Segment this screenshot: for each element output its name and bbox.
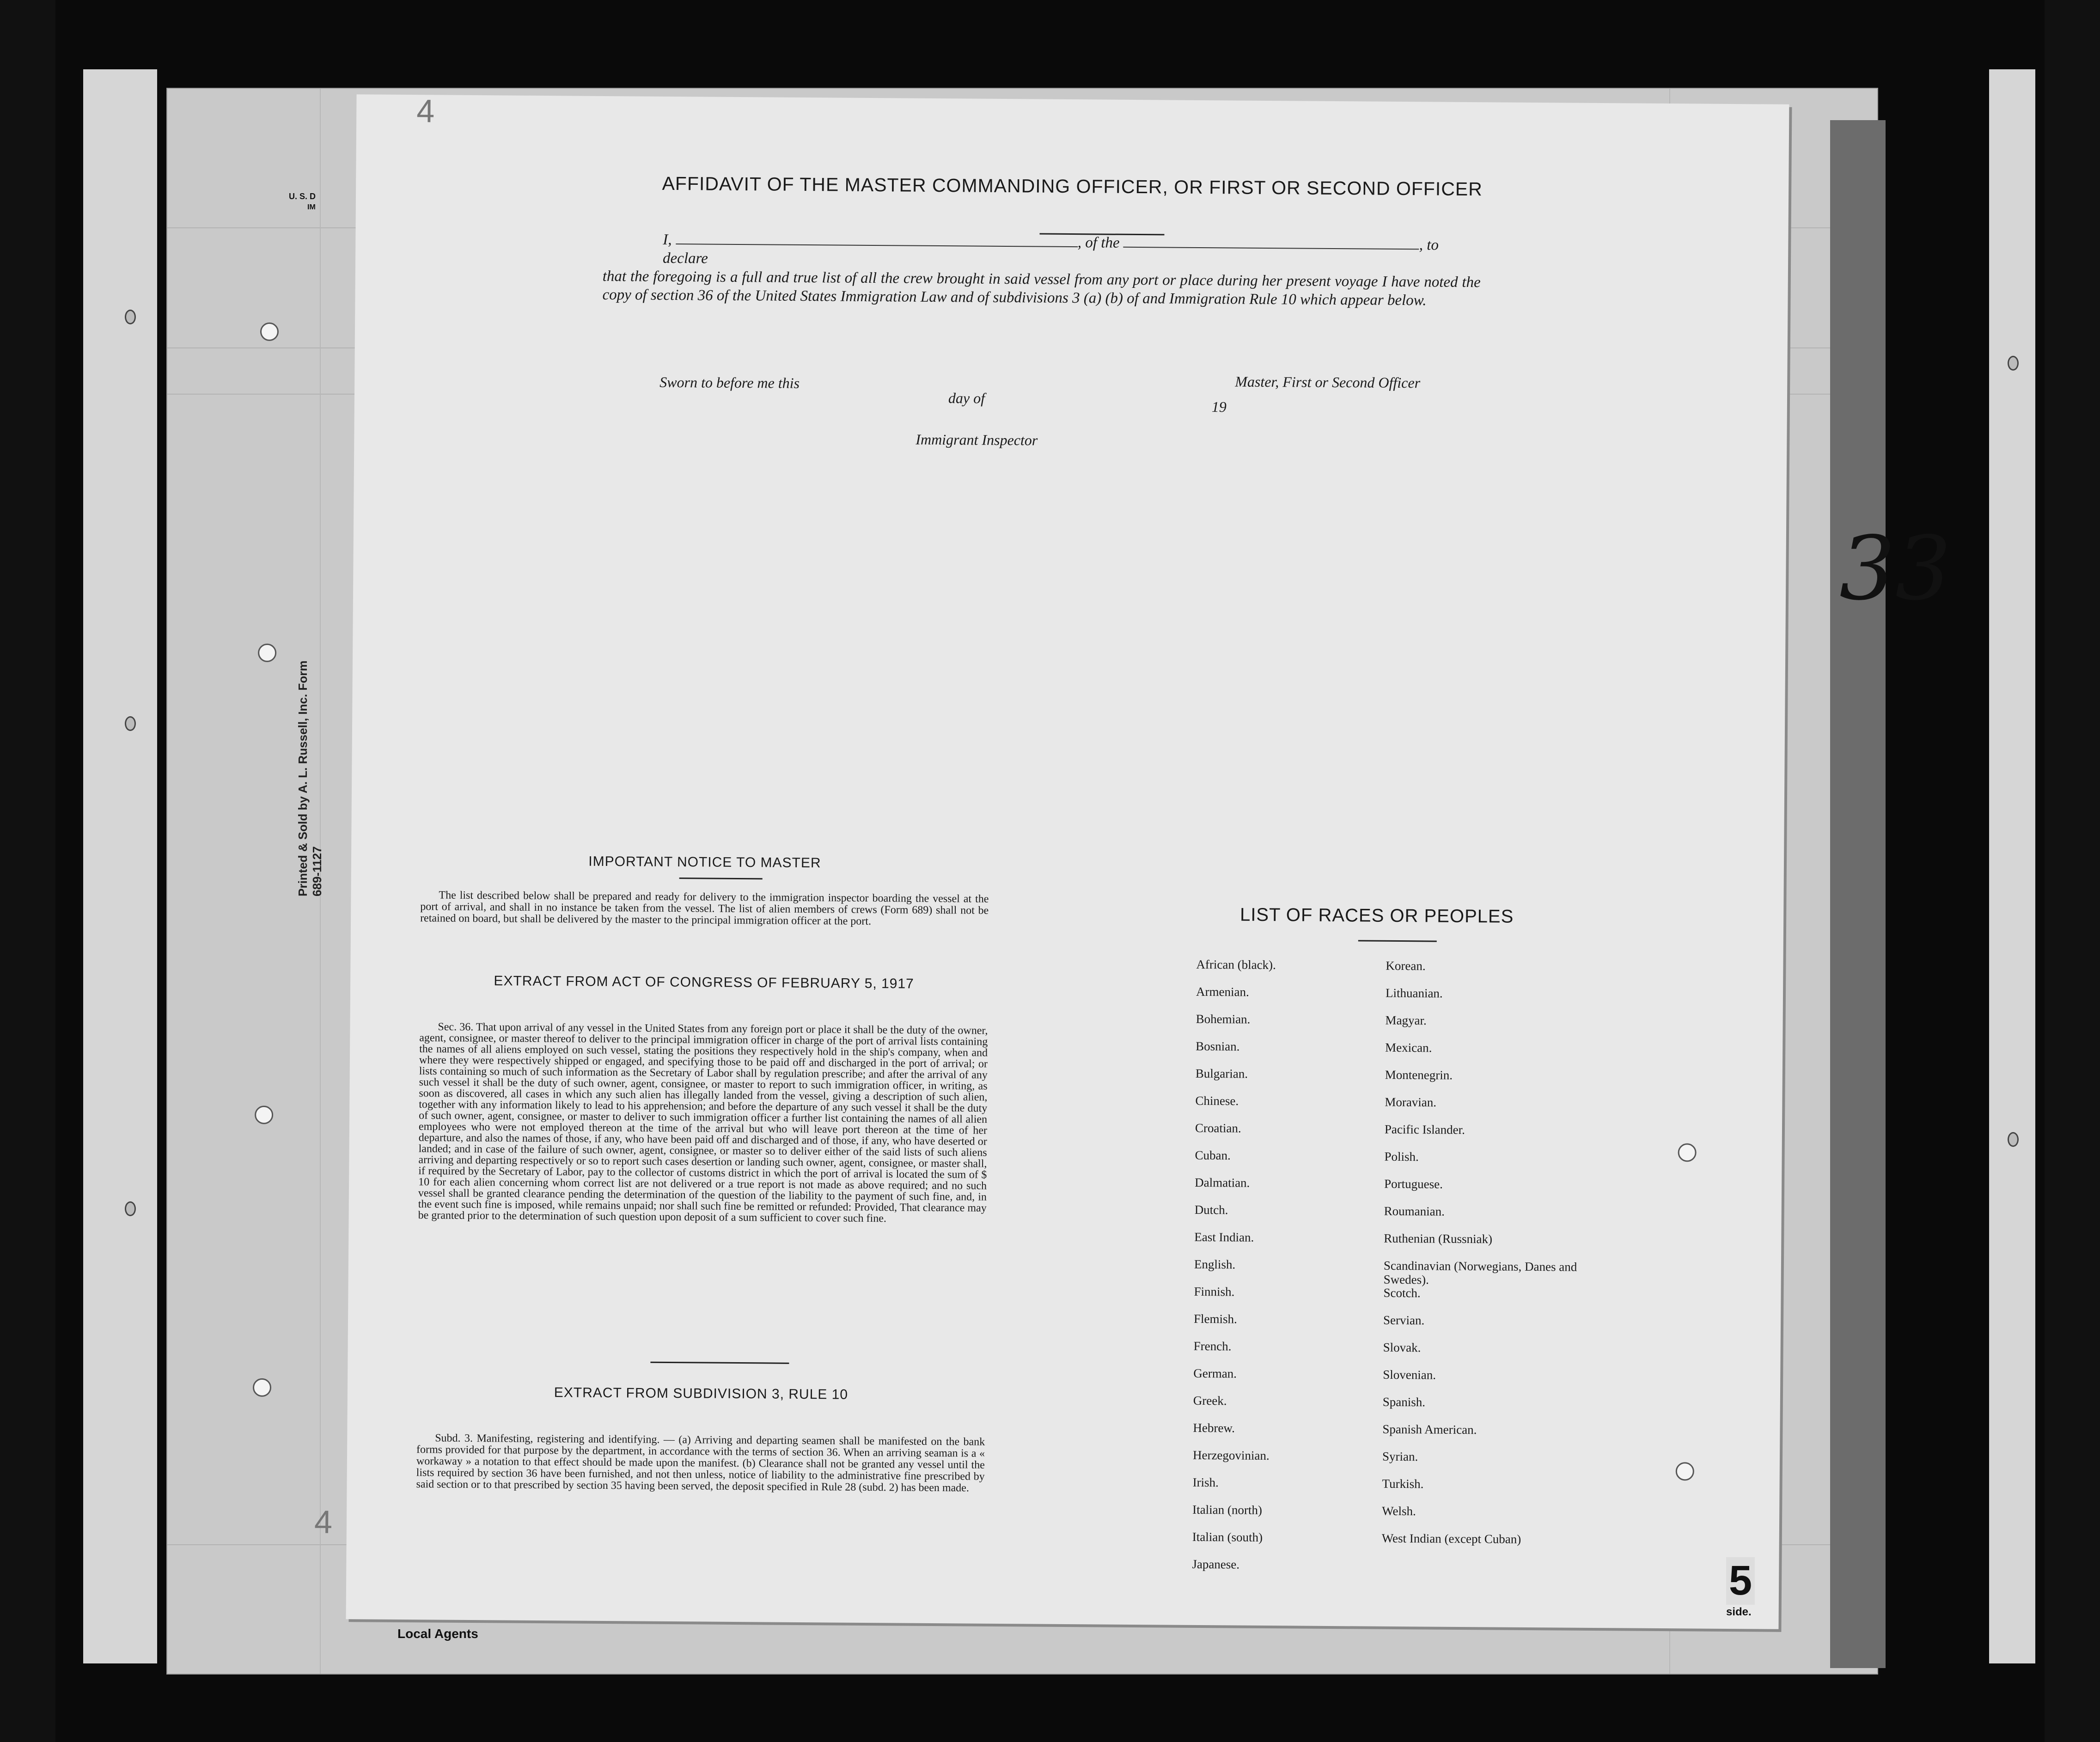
sheet-shadow <box>1830 120 1886 1668</box>
race-item: Croatian. <box>1195 1121 1241 1135</box>
race-item: Dutch. <box>1194 1202 1228 1217</box>
punch-hole <box>2008 356 2019 371</box>
race-item: Irish. <box>1192 1475 1219 1490</box>
affidavit-body <box>602 230 1481 310</box>
race-item: Flemish. <box>1193 1311 1237 1326</box>
handwritten-number: 33 <box>1839 518 1951 620</box>
race-item: Lithuanian. <box>1385 986 1443 1000</box>
affidavit-card <box>314 93 1789 1629</box>
punch-hole <box>258 644 276 662</box>
race-item: Cuban. <box>1195 1148 1231 1163</box>
subdivision-3-paragraph: Subd. 3. Manifesting, registering and identifying. — (a) Arriving and departing seamen shall be manifested on the bank forms provided for that purpose by the department, in accordance with the terms of section 36. When an arriving seaman is a « workaway » a notation to that effect should be made upon the manifest. (b) Clearance shall not be granted any vessel until the lists required by section 36 have been furnished, and not then unless, notice of liability to the administrative fine prescribed by said section or to that prescribed by section 35 having been served, the deposit specified in Rule 28 (subd. 2) has been made. <box>416 1432 985 1494</box>
section-rule <box>650 1362 789 1364</box>
race-item: Spanish. <box>1382 1395 1426 1409</box>
race-item: Korean. <box>1386 958 1426 973</box>
extract-rule-title: EXTRACT FROM SUBDIVISION 3, RULE 10 <box>554 1385 849 1402</box>
year-label: 19 <box>1211 398 1227 415</box>
race-item: Bosnian. <box>1196 1039 1240 1054</box>
notice-title: IMPORTANT NOTICE TO MASTER <box>588 853 821 871</box>
race-item: Slovenian. <box>1383 1367 1436 1382</box>
declarant-label: I, <box>663 231 672 248</box>
notice-rule <box>679 877 763 879</box>
race-item: Armenian. <box>1196 984 1249 999</box>
race-item: Ruthenian (Russniak) <box>1384 1231 1493 1246</box>
notice-text <box>420 889 989 928</box>
film-strip-left <box>0 0 55 1742</box>
race-item: Syrian. <box>1382 1449 1418 1464</box>
race-item: Welsh. <box>1382 1504 1416 1518</box>
race-item: Scandinavian (Norwegians, Danes and Swedes). <box>1383 1258 1577 1287</box>
race-item: Polish. <box>1384 1149 1419 1164</box>
race-item: Slovak. <box>1383 1340 1421 1355</box>
race-item: Italian (south) <box>1192 1529 1263 1544</box>
name-blank <box>676 244 1078 247</box>
race-item: Servian. <box>1383 1313 1425 1328</box>
stamp-number: 4 <box>416 93 435 129</box>
race-item: Herzegovinian. <box>1192 1448 1270 1463</box>
race-item: French. <box>1193 1339 1232 1353</box>
to-declare-label: , to declare <box>662 237 1439 267</box>
punch-hole <box>125 716 136 731</box>
left-sheet-edge <box>83 69 157 1663</box>
film-strip-right <box>2045 0 2100 1742</box>
affidavit-title: AFFIDAVIT OF THE MASTER COMMANDING OFFICER, OR FIRST OR SECOND OFFICER <box>662 172 1483 200</box>
race-item: Italian (north) <box>1192 1502 1263 1517</box>
race-item: Roumanian. <box>1384 1204 1445 1218</box>
race-item: Magyar. <box>1385 1013 1427 1028</box>
race-item: Scotch. <box>1383 1285 1421 1300</box>
race-item: German. <box>1193 1366 1237 1381</box>
race-item: Pacific Islander. <box>1384 1122 1465 1137</box>
section-36-paragraph: Sec. 36. That upon arrival of any vessel in the United States from any foreign port or place it shall be the duty of the owner, agent, consignee, or master thereof to deliver to the principal immigration officer in charge of the port of arrival lists containing the names of all aliens employed on such vessel, stating the positions they respectively hold in the ship's company, when and where they were respectively shipped or engaged, and specifying those to be paid off and discharged in the port of arrival; or lists containing so much of such information as the Secretary of Labor shall by regulation prescribe; and after the arrival of any such vessel it shall be the duty of such owner, agent, consignee, or master to report to such immigration officer, in writing, as soon as discovered, all cases in which any such alien has illegally landed from the vessel, giving a description of such alien, together with any information likely to lead to his apprehension; and before the departure of any such vessel it shall be the duty of such owner, agent, consignee, or master to deliver to such immigration officer a further list containing the names of all alien employees who were not employed thereon at the time of the arrival but who will leave port thereon at the time of her departure, and also the names of those, if any, who have been paid off and discharged and of those, if any, who have deserted or landed; and in case of the failure of such owner, agent, consignee, or master so to deliver either of the said lists of such aliens arriving and departing respectively or so to report such cases desertion or landing such owner, agent, consignee, or master shall, if required by the Secretary of Labor, pay to the collector of customs district in which the port of arrival is located the sum of $ 10 for each alien concerning whom correct list are not delivered or a true report is not made as above required; and no such vessel shall be granted clearance pending the determination of the question of the liability to the payment of such fine, and, in the event such fine is imposed, while remains unpaid; nor shall such fine be remitted or refunded: Provided, That clearance may be granted prior to the determination of such question upon deposit of a sum sufficient to cover such fine. <box>418 1021 988 1225</box>
race-item: Montenegrin. <box>1385 1067 1453 1082</box>
race-item: West Indian (except Cuban) <box>1381 1531 1521 1546</box>
race-item: African (black). <box>1196 957 1276 972</box>
races-list-left <box>1192 957 1372 1586</box>
extract-act-title: EXTRACT FROM ACT OF CONGRESS OF FEBRUARY 5, 1917 <box>494 973 914 992</box>
punch-hole <box>125 310 136 324</box>
master-signature-label: Master, First or Second Officer <box>1235 373 1421 391</box>
affidavit-text: that the foregoing is a full and true list of all the crew brought in said vessel from any port or place during her present voyage I have noted the copy of section 36 of the United States Immigration Law and of subdivisions 3 (a) (b) of and Immigration Rule 10 which appear below. <box>602 268 1481 309</box>
punch-hole <box>1676 1462 1694 1480</box>
punch-hole <box>260 323 279 341</box>
im-label: IM <box>307 203 316 211</box>
race-item: Bulgarian. <box>1195 1066 1248 1081</box>
race-item: Mexican. <box>1385 1040 1432 1055</box>
race-item: Finnish. <box>1194 1284 1235 1299</box>
race-item: Bohemian. <box>1196 1011 1251 1026</box>
race-item: Chinese. <box>1195 1093 1239 1108</box>
race-item: East Indian. <box>1194 1230 1254 1244</box>
inspector-label: Immigrant Inspector <box>916 431 1038 449</box>
punch-hole <box>1678 1143 1696 1162</box>
punch-hole <box>255 1106 273 1124</box>
punch-hole <box>253 1378 271 1397</box>
race-item: Japanese. <box>1192 1557 1240 1571</box>
race-item: Portuguese. <box>1384 1176 1443 1191</box>
right-sheet-edge <box>1989 69 2035 1663</box>
punch-hole <box>125 1201 136 1216</box>
section-36-text <box>418 1021 988 1225</box>
day-of-label: day of <box>948 390 985 407</box>
page-number: 5 <box>1726 1557 1755 1605</box>
usd-label: U. S. D <box>289 192 316 201</box>
of-the-label: , of the <box>1077 234 1120 251</box>
local-agents-label: Local Agents <box>397 1626 478 1641</box>
race-item: Moravian. <box>1385 1095 1437 1109</box>
race-item: Turkish. <box>1382 1476 1424 1491</box>
race-item: Dalmatian. <box>1195 1175 1250 1190</box>
races-list-right <box>1381 959 1626 1560</box>
races-rule <box>1358 940 1437 942</box>
printer-imprint: Printed & Sold by A. L. Russell, Inc. Form 689-1127 <box>296 660 324 896</box>
notice-paragraph: The list described below shall be prepared and ready for delivery to the immigration inspector boarding the vessel at the port of arrival, and shall in no instance be taken from the vessel. The list of alien members of crews (Form 689) shall not be retained on board, but shall be delivered by the master to the principal immigration officer at the port. <box>420 889 989 928</box>
subdivision-3-text <box>416 1432 985 1494</box>
race-item: Hebrew. <box>1193 1420 1235 1435</box>
vessel-blank <box>1123 247 1419 250</box>
sworn-label: Sworn to before me this <box>659 373 800 391</box>
race-item: Spanish American. <box>1382 1422 1477 1437</box>
race-item: Greek. <box>1193 1393 1227 1408</box>
stamp-number: 4 <box>314 1504 333 1540</box>
punch-hole <box>2008 1132 2019 1147</box>
races-title: LIST OF RACES OR PEOPLES <box>1239 904 1514 927</box>
side-label: side. <box>1726 1606 1752 1618</box>
race-item: English. <box>1194 1257 1236 1272</box>
